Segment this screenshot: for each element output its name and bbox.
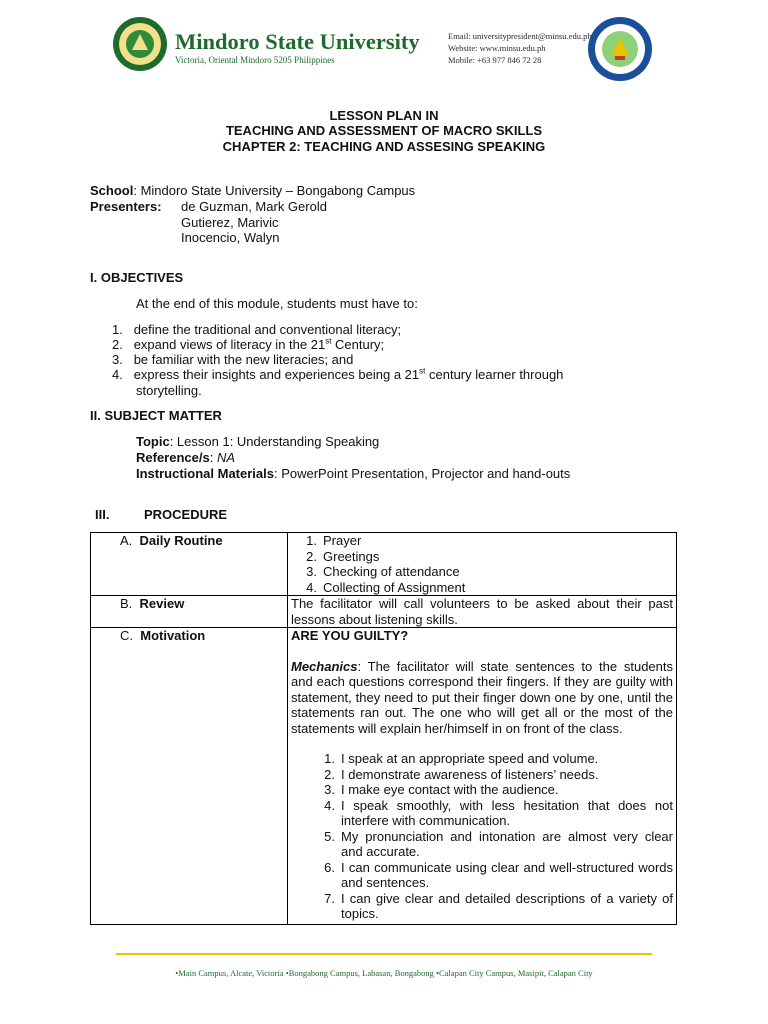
row-label-cell: B. Review	[91, 596, 288, 628]
list-item: 1. I speak at an appropriate speed and volume.	[324, 751, 599, 766]
row-content-cell	[288, 533, 677, 596]
school-value: : Mindoro State University – Bongabong Campus	[133, 183, 416, 198]
school-label: School	[90, 183, 134, 198]
list-item: 1. Prayer	[306, 533, 362, 548]
contact-mobile: Mobile: +63 977 846 72 28	[448, 55, 542, 65]
footer-divider	[116, 953, 652, 955]
contact-email: Email: universitypresident@minsu.edu.ph	[448, 31, 592, 41]
table-row	[91, 596, 677, 628]
contact-website: Website: www.minsu.edu.ph	[448, 43, 546, 53]
list-item: 6. I can communicate using clear and well-structured words and sentences.	[324, 859, 673, 890]
materials-line: Instructional Materials: PowerPoint Presentation, Projector and hand-outs	[136, 466, 571, 481]
reference-line: Reference/s: NA	[136, 450, 236, 465]
presenters-label: Presenters:	[90, 199, 162, 214]
topic-line: Topic: Lesson 1: Understanding Speaking	[136, 434, 380, 449]
objective-item: 3. be familiar with the new literacies; and	[112, 352, 354, 367]
list-item: 4. Collecting of Assignment	[306, 579, 466, 595]
row-label-cell: A. Daily Routine	[91, 533, 288, 596]
presenter-name: Gutierez, Marivic	[181, 215, 279, 230]
list-item: 3. I make eye contact with the audience.	[324, 782, 559, 797]
mechanics-paragraph: Mechanics: The facilitator will state sentences to the students and each questions correspond their fingers. If they are guilty with statement, they need to put their finger down one by one, until the statements ran out. The one who will get all or the most of the statements will explain her/himself in on front of the class.	[291, 658, 673, 736]
list-item: 7. I can give clear and detailed descriptions of a variety of topics.	[324, 890, 673, 921]
title-line-3: CHAPTER 2: TEACHING AND ASSESING SPEAKING	[222, 139, 546, 154]
title-line-1: LESSON PLAN IN	[329, 108, 439, 123]
footer-campuses: •Main Campus, Alcate, Victoria •Bongabong Campus, Labasan, Bongabong •Calapan City Campus, Masipit, Calapan City	[175, 968, 593, 978]
procedure-heading: PROCEDURE	[144, 507, 228, 522]
procedure-number: III.	[95, 507, 110, 522]
row-content-cell: The facilitator will call volunteers to be asked about their past lessons about listening skills.	[288, 596, 677, 628]
list-item: 4. I speak smoothly, with less hesitation that does not interfere with communication.	[324, 797, 673, 828]
row-content-cell	[288, 628, 677, 925]
objectives-heading: I. OBJECTIVES	[90, 270, 184, 285]
university-name: Mindoro State University	[175, 29, 420, 54]
list-item: 3. Checking of attendance	[306, 564, 460, 579]
table-row	[91, 628, 677, 925]
subject-matter-heading: II. SUBJECT MATTER	[90, 408, 222, 423]
list-item: 2. I demonstrate awareness of listeners’ needs.	[324, 766, 599, 782]
table-row	[91, 533, 677, 596]
university-address: Victoria, Oriental Mindoro 5205 Philippines	[175, 55, 335, 65]
university-seal-logo	[112, 16, 168, 72]
presenter-name: de Guzman, Mark Gerold	[181, 199, 327, 214]
objective-item-continuation: storytelling.	[136, 383, 202, 398]
row-label-cell: C. Motivation	[91, 628, 288, 925]
college-seal-logo	[587, 16, 653, 82]
objective-item: 1. define the traditional and conventional literacy;	[112, 322, 402, 337]
objective-item: 2. expand views of literacy in the 21st Century;	[112, 336, 385, 352]
procedure-table	[90, 532, 677, 925]
list-item: 2. Greetings	[306, 548, 380, 564]
objective-item: 4. express their insights and experiences being a 21st century learner through	[112, 366, 564, 382]
title-line-2: TEACHING AND ASSESSMENT OF MACRO SKILLS	[225, 123, 543, 138]
list-item: 5. My pronunciation and intonation are almost very clear and accurate.	[324, 828, 673, 859]
objectives-intro: At the end of this module, students must have to:	[136, 296, 418, 311]
motivation-title: ARE YOU GUILTY?	[291, 628, 409, 643]
presenter-name: Inocencio, Walyn	[181, 230, 280, 245]
school-line	[90, 183, 415, 198]
